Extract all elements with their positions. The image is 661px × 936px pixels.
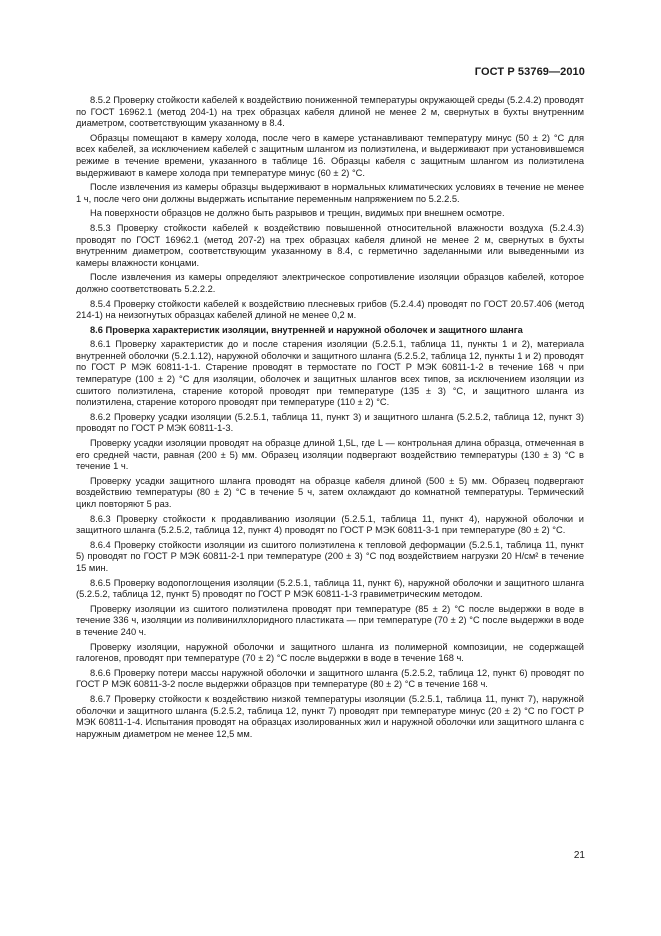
paragraph-8-6-5: 8.6.5 Проверку водопоглощения изоляции (5.2.5.1, таблица 11, пункт 6), наружной оболочки и защитного шланга (5.2.5.2, таблица 12, пункт 5) проводят по ГОСТ Р МЭК 60811-1-3 гравиметрическим методом.	[76, 577, 584, 600]
paragraph: Проверку изоляции, наружной оболочки и защитного шланга из полимерной композиции, не содержащей галогенов, проводят при температуре (70 ± 2) °С после выдержки в воде в течение 168 ч.	[76, 641, 584, 664]
document-header: ГОСТ Р 53769—2010	[474, 66, 585, 78]
paragraph: Проверку усадки защитного шланга проводят на образце кабеля длиной (500 ± 5) мм. Образец подвергают воздействию температуры (80 ± 2) °С в течение 5 ч, затем охлаждают до комнатной температуры. Термический цикл повторяют 5 раз.	[76, 475, 584, 509]
paragraph-8-6-3: 8.6.3 Проверку стойкости к продавливанию изоляции (5.2.5.1, таблица 11, пункт 4), наружной оболочки и защитного шланга (5.2.5.2, таблица 12, пункт 4) проводят по ГОСТ Р МЭК 60811-3-1 при температуре (80 ± 2) °С.	[76, 513, 584, 536]
paragraph-8-6-7: 8.6.7 Проверку стойкости к воздействию низкой температуры изоляции (5.2.5.1, таблица 11, пункт 7), наружной оболочки и защитного шланга (5.2.5.2, таблица 12, пункт 7) проводят при температуре минус (20 ± 2) °С по ГОСТ Р МЭК 60811-1-4. Испытания проводят на образцах изолированных жил и наружной оболочки или защитного шланга с наружным диаметром не менее 12,5 мм.	[76, 693, 584, 739]
paragraph: После извлечения из камеры определяют электрическое сопротивление изоляции образцов кабелей, которое должно соответствовать 5.2.2.2.	[76, 272, 584, 294]
paragraph: Проверку изоляции из сшитого полиэтилена проводят при температуре (85 ± 2) °С после выдержки в воде в течение 336 ч, изоляции из поливинилхлоридного пластиката — при температуре (70 ± 2) °С после выдержки в воде в течение 240 ч.	[76, 603, 584, 637]
page-number: 21	[573, 850, 585, 861]
document-body	[76, 95, 584, 743]
paragraph-8-6-1: 8.6.1 Проверку характеристик до и после старения изоляции (5.2.5.1, таблица 11, пункты 1 и 2), материала внутренней оболочки (5.2.1.12), наружной оболочки и защитного шланга (5.2.5.2, таблица 12, пункты 1 и 2) проводят по ГОСТ Р МЭК 60811-1-1. Старение проводят в термостате по ГОСТ Р МЭК 60811-1-2 в течение 168 ч при температуре (100 ± 2) °С для изоляции, оболочек и защитных шлангов всех типов, за исключением изоляции из сшитого полиэтилена, старение которой проводят при температуре (135 ± 3) °С, и защитного шланга из полиэтилена, старение которого проводят при температуре (110 ± 2) °С.	[76, 339, 584, 408]
paragraph: На поверхности образцов не должно быть разрывов и трещин, видимых при внешнем осмотре.	[90, 208, 505, 219]
paragraph-8-6-4: 8.6.4 Проверку стойкости изоляции из сшитого полиэтилена к тепловой деформации (5.2.5.1, таблица 11, пункт 5) проводят по ГОСТ Р МЭК 60811-2-1 при температуре (200 ± 3) °С под воздействием нагрузки 20 Н/см² в течение 15 мин.	[76, 539, 584, 573]
paragraph-8-6-6: 8.6.6 Проверку потери массы наружной оболочки и защитного шланга (5.2.5.2, таблица 12, пункт 6) проводят по ГОСТ Р МЭК 60811-3-2 после выдержки образцов при температуре (80 ± 2) °С в течение 168 ч.	[76, 667, 584, 690]
paragraph: Проверку усадки изоляции проводят на образце длиной 1,5L, где L — контрольная длина образца, отмеченная в его средней части, равная (200 ± 5) мм. Образец изоляции подвергают воздействию температуры (130 ± 3) °С в течение 1 ч.	[76, 438, 584, 472]
section-heading-8-6: 8.6 Проверка характеристик изоляции, внутренней и наружной оболочек и защитного шланга	[90, 324, 523, 335]
paragraph-8-5-2: 8.5.2 Проверку стойкости кабелей к воздействию пониженной температуры окружающей среды (5.2.4.2) проводят по ГОСТ 16962.1 (метод 204-1) на трех образцах кабеля длиной не менее 2 м, свернутых в бухты внутренним диаметром, соответствующим указанному в 8.4.	[76, 95, 584, 129]
paragraph-8-6-2: 8.6.2 Проверку усадки изоляции (5.2.5.1, таблица 11, пункт 3) и защитного шланга (5.2.5.2, таблица 12, пункт 3) проводят по ГОСТ Р МЭК 60811-1-3.	[76, 411, 584, 434]
paragraph-8-5-4: 8.5.4 Проверку стойкости кабелей к воздействию плесневых грибов (5.2.4.4) проводят по ГОСТ 20.57.406 (метод 214-1) на неизогнутых образцах кабелей длиной не менее 0,2 м.	[76, 298, 584, 321]
paragraph-8-5-3: 8.5.3 Проверку стойкости кабелей к воздействию повышенной относительной влажности воздуха (5.2.4.3) проводят по ГОСТ 16962.1 (метод 207-2) на трех образцах кабеля длиной не менее 2 м, свернутых в бухты внутренним диаметром, соответствующим указанному в 8.4, с герметично заделанными или выведенными из камеры влажности концами.	[76, 222, 584, 268]
paragraph: Образцы помещают в камеру холода, после чего в камере устанавливают температуру минус (50 ± 2) °С для всех кабелей, за исключением кабелей с защитным шлангом из полиэтилена, и выдерживают при установившемся режиме в течение времени, указанного в таблице 16. Образцы кабеля с защитным шлангом из полиэтилена выдерживают в камере холода при температуре минус (60 ± 2) °С.	[76, 132, 584, 178]
paragraph: После извлечения из камеры образцы выдерживают в нормальных климатических условиях в течение не менее 1 ч, после чего они должны выдержать испытание переменным напряжением по 5.2.2.5.	[76, 182, 584, 204]
